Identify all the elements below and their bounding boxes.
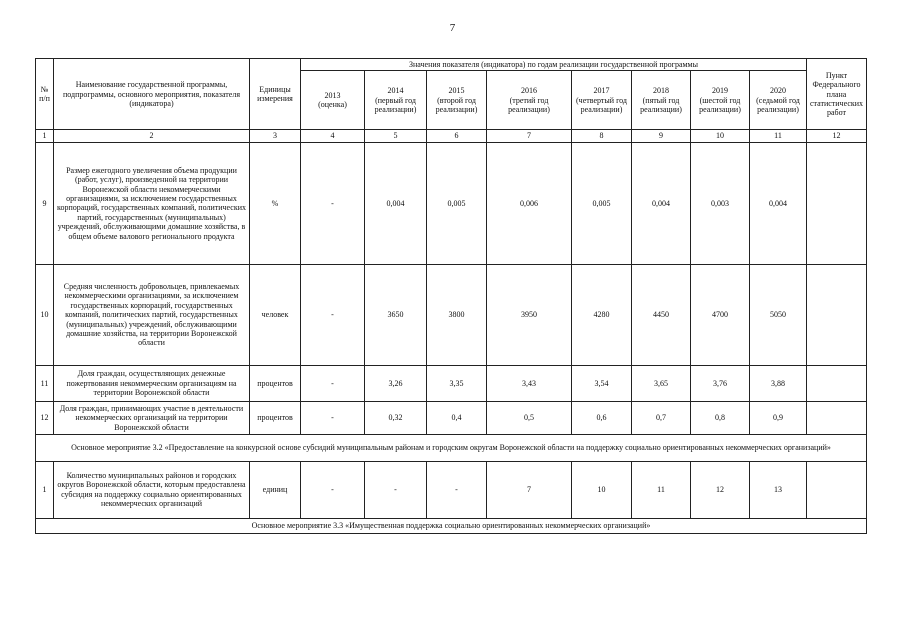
federal-plan-item	[807, 264, 867, 365]
col-number: 8	[572, 130, 632, 142]
value-2015: 0,4	[427, 401, 487, 434]
row-num: 9	[36, 142, 54, 264]
row-num: 10	[36, 264, 54, 365]
col-number: 4	[301, 130, 365, 142]
value-2015: 3800	[427, 264, 487, 365]
value-2017: 3,54	[572, 365, 632, 401]
header-year-2017: 2017 (четвертый год реализации)	[572, 71, 632, 130]
value-2016: 0,006	[487, 142, 572, 264]
value-2016: 0,5	[487, 401, 572, 434]
header-year-2018: 2018 (пятый год реализации)	[632, 71, 691, 130]
indicator-name: Доля граждан, принимающих участие в деятельности некоммерческих организаций на территории Воронежской области	[54, 401, 250, 434]
value-2016: 3950	[487, 264, 572, 365]
page-number: 7	[449, 22, 456, 34]
value-2019: 12	[691, 461, 750, 518]
value-2014: 3,26	[365, 365, 427, 401]
header-year-2016: 2016 (третий год реализации)	[487, 71, 572, 130]
indicator-name: Средняя численность добровольцев, привлекаемых некоммерческими организациями, за исключением государственных корпораций, государственных компаний, политических партий, государственных (муниципальных) учреждений, обслуживающими домашние хозяйства, на территории Воронежской области	[54, 264, 250, 365]
value-2020: 5050	[750, 264, 807, 365]
table-row	[36, 401, 867, 434]
header-year-2019: 2019 (шестой год реализации)	[691, 71, 750, 130]
value-2018: 0,004	[632, 142, 691, 264]
table-row	[36, 365, 867, 401]
federal-plan-item	[807, 461, 867, 518]
table-row	[36, 264, 867, 365]
value-2013: -	[301, 401, 365, 434]
indicator-name: Количество муниципальных районов и городских округов Воронежской области, которым предоставлена субсидия на поддержку социально ориентированных некоммерческих организаций	[54, 461, 250, 518]
value-2015: -	[427, 461, 487, 518]
indicators-table	[35, 58, 867, 534]
header-num: № п/п	[36, 59, 54, 130]
col-number: 6	[427, 130, 487, 142]
value-2020: 0,9	[750, 401, 807, 434]
section-3-2-title: Основное мероприятие 3.2 «Предоставление на конкурсной основе субсидий муниципальным районам и городским округам Воронежской области на поддержку социально ориентированных некоммерческих организаций»	[36, 434, 867, 461]
value-2018: 0,7	[632, 401, 691, 434]
value-2014: 0,004	[365, 142, 427, 264]
value-2014: 3650	[365, 264, 427, 365]
unit: человек	[250, 264, 301, 365]
header-units: Единицы измерения	[250, 59, 301, 130]
value-2020: 0,004	[750, 142, 807, 264]
value-2017: 0,6	[572, 401, 632, 434]
header-year-2015: 2015 (второй год реализации)	[427, 71, 487, 130]
unit: единиц	[250, 461, 301, 518]
col-number: 9	[632, 130, 691, 142]
value-2017: 10	[572, 461, 632, 518]
value-2016: 3,43	[487, 365, 572, 401]
value-2019: 0,003	[691, 142, 750, 264]
col-number: 10	[691, 130, 750, 142]
value-2013: -	[301, 264, 365, 365]
col-number: 12	[807, 130, 867, 142]
header-year-2020: 2020 (седьмой год реализации)	[750, 71, 807, 130]
section-row	[36, 434, 867, 461]
value-2013: -	[301, 365, 365, 401]
value-2018: 3,65	[632, 365, 691, 401]
value-2014: -	[365, 461, 427, 518]
col-number: 3	[250, 130, 301, 142]
value-2017: 4280	[572, 264, 632, 365]
value-2020: 13	[750, 461, 807, 518]
value-2013: -	[301, 142, 365, 264]
row-num: 12	[36, 401, 54, 434]
section-3-3-title: Основное мероприятие 3.3 «Имущественная поддержка социально ориентированных некоммерческих организаций»	[36, 518, 867, 533]
value-2019: 4700	[691, 264, 750, 365]
unit: %	[250, 142, 301, 264]
value-2020: 3,88	[750, 365, 807, 401]
header-federal-plan: Пункт Федерального плана статистических работ	[807, 59, 867, 130]
value-2016: 7	[487, 461, 572, 518]
indicator-name: Доля граждан, осуществляющих денежные пожертвования некоммерческим организациям на территории Воронежской области	[54, 365, 250, 401]
table-row	[36, 142, 867, 264]
header-values-group: Значения показателя (индикатора) по годам реализации государственной программы	[301, 59, 807, 71]
col-number: 2	[54, 130, 250, 142]
federal-plan-item	[807, 365, 867, 401]
value-2017: 0,005	[572, 142, 632, 264]
col-number: 7	[487, 130, 572, 142]
federal-plan-item	[807, 142, 867, 264]
unit: процентов	[250, 365, 301, 401]
column-numbers-row	[36, 130, 867, 142]
row-num: 1	[36, 461, 54, 518]
indicator-name: Размер ежегодного увеличения объема продукции (работ, услуг), произведенной на территории Воронежской области некоммерческими организациями, за исключением государственных корпораций, государственных компаний, политических партий, государственных (муниципальных) учреждений, обслуживающими домашние хозяйства, в общем объеме валового регионального продукта	[54, 142, 250, 264]
value-2018: 4450	[632, 264, 691, 365]
federal-plan-item	[807, 401, 867, 434]
header-year-2014: 2014 (первый год реализации)	[365, 71, 427, 130]
table-row	[36, 461, 867, 518]
value-2013: -	[301, 461, 365, 518]
col-number: 1	[36, 130, 54, 142]
header-name: Наименование государственной программы, подпрограммы, основного мероприятия, показателя (индикатора)	[54, 59, 250, 130]
col-number: 11	[750, 130, 807, 142]
unit: процентов	[250, 401, 301, 434]
header-year-2013: 2013 (оценка)	[301, 71, 365, 130]
col-number: 5	[365, 130, 427, 142]
value-2019: 3,76	[691, 365, 750, 401]
value-2014: 0,32	[365, 401, 427, 434]
section-row	[36, 518, 867, 533]
value-2015: 0,005	[427, 142, 487, 264]
value-2018: 11	[632, 461, 691, 518]
row-num: 11	[36, 365, 54, 401]
value-2019: 0,8	[691, 401, 750, 434]
value-2015: 3,35	[427, 365, 487, 401]
